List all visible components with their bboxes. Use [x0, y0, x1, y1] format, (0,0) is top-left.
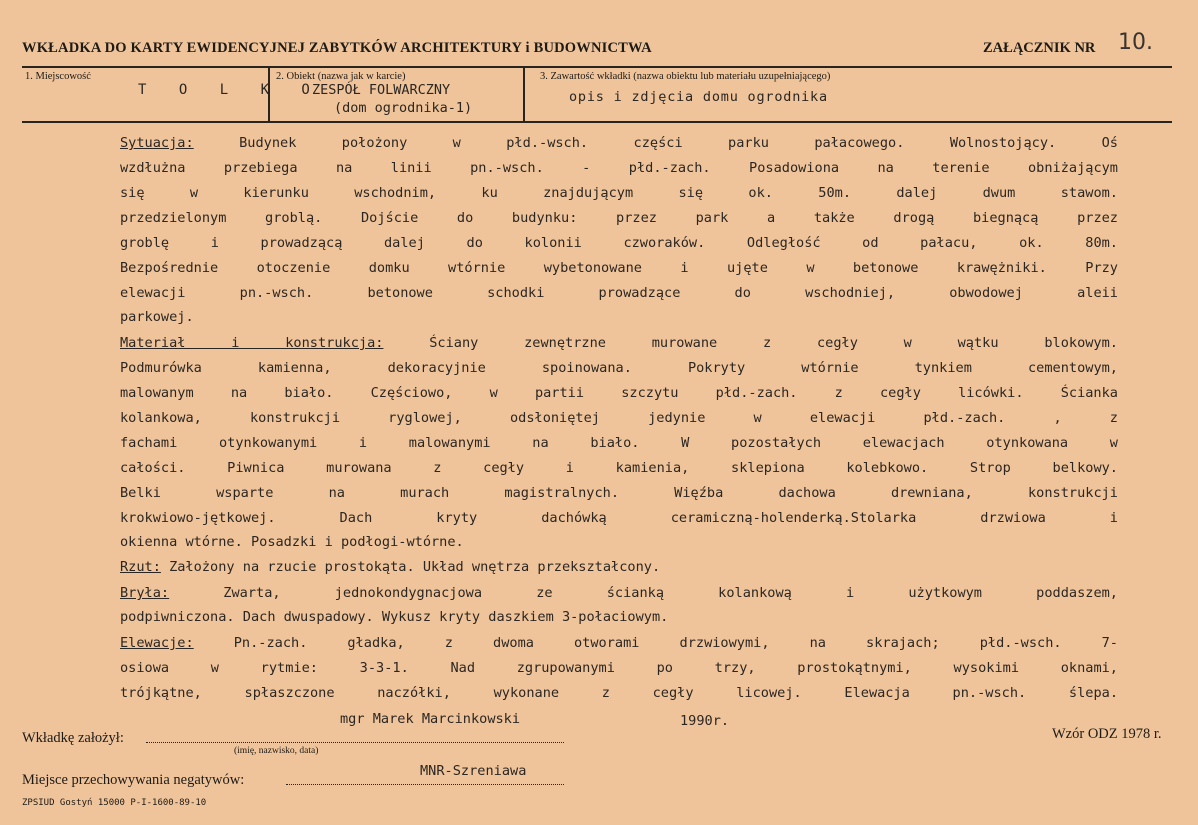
object-value-line-2: (dom ogrodnika-1): [334, 100, 473, 116]
storage-value: MNR-Szreniawa: [420, 763, 527, 779]
body-text: Zwarta, jednokondygnacjowa ze ścianką kolankową i użytkowym poddaszem,: [169, 585, 1118, 601]
author-value: mgr Marek Marcinkowski: [340, 711, 521, 727]
attachment-label: ZAŁĄCZNIK NR: [983, 40, 1096, 56]
body-line: [120, 334, 1118, 352]
object-label: 2. Obiekt (nazwa jak w karcie): [276, 71, 406, 82]
body-line: [120, 584, 1118, 602]
attachment-number: 10.: [1118, 30, 1153, 55]
body-line: Bezpośrednie otoczenie domku wtórnie wybetonowane i ujęte w betonowe krawężniki. Przy: [120, 260, 1118, 276]
body-line: Belki wsparte na murach magistralnych. Więźba dachowa drewniana, konstrukcji: [120, 485, 1118, 501]
body-line: wzdłużna przebiega na linii pn.-wsch. - płd.-zach. Posadowiona na terenie obniżającym: [120, 160, 1118, 176]
template-label: Wzór ODZ 1978 r.: [1052, 726, 1162, 742]
body-text: Budynek położony w płd.-wsch. części parku pałacowego. Wolnostojący. Oś: [193, 135, 1118, 151]
body-line: elewacji pn.-wsch. betonowe schodki prowadzące do wschodniej, obwodowej aleii: [120, 285, 1118, 301]
section-heading-situation: Sytuacja:: [120, 135, 194, 151]
body-line: przedzielonym groblą. Dojście do budynku: przez park a także drogą biegnącą przez: [120, 210, 1118, 226]
body-line: fachami otynkowanymi i malowanymi na biało. W pozostałych elewacjach otynkowana w: [120, 435, 1118, 451]
body-text: Ściany zewnętrzne murowane z cegły w wątku blokowym.: [383, 335, 1118, 351]
body-line: [120, 134, 1118, 152]
body-line: [120, 634, 1118, 652]
section-heading-elevations: Elewacje:: [120, 635, 194, 651]
body-line: parkowej.: [120, 309, 194, 325]
body-line: podpiwniczona. Dach dwuspadowy. Wykusz kryty daszkiem 3-połaciowym.: [120, 609, 669, 625]
storage-label: Miejsce przechowywania negatywów:: [22, 772, 245, 788]
body-line: całości. Piwnica murowana z cegły i kamienia, sklepiona kolebkowo. Strop belkowy.: [120, 460, 1118, 476]
author-label: Wkładkę założył:: [22, 730, 124, 746]
section-heading-mass: Bryła:: [120, 585, 170, 601]
author-year: 1990r.: [680, 713, 730, 729]
section-heading-material: Materiał i konstrukcja:: [120, 335, 384, 351]
author-dotted-line: [146, 742, 564, 743]
header-box-top-rule: [22, 66, 1172, 68]
object-value-line-1: ZESPÓŁ FOLWARCZNY: [312, 82, 451, 98]
body-line: krokwiowo-jętkowej. Dach kryty dachówką ceramiczną-holenderką.Stolarka drzwiowa i: [120, 510, 1118, 526]
storage-dotted-line: [286, 784, 564, 785]
body-line: Podmurówka kamienna, dekoracyjnie spoinowana. Pokryty wtórnie tynkiem cementowym,: [120, 360, 1118, 376]
header-box-divider-2: [523, 66, 525, 123]
body-line: trójkątne, spłaszczone naczółki, wykonane z cegły licowej. Elewacja pn.-wsch. ślepa.: [120, 685, 1118, 701]
locality-label: 1. Miejscowość: [25, 71, 91, 82]
body-line: kolankowa, konstrukcji ryglowej, odsłoniętej jedynie w elewacji płd.-zach. , z: [120, 410, 1118, 426]
body-line: [120, 558, 1118, 576]
body-line: okienna wtórne. Posadzki i podłogi-wtórne.: [120, 534, 464, 550]
print-code: ZPSIUD Gostyń 15000 P-I-1600-89-10: [22, 798, 207, 808]
body-text: Pn.-zach. gładka, z dwoma otworami drzwiowymi, na skrajach; płd.-wsch. 7-: [193, 635, 1118, 651]
body-line: osiowa w rytmie: 3-3-1. Nad zgrupowanymi po trzy, prostokątnymi, wysokimi oknami,: [120, 660, 1118, 676]
body-line: malowanym na biało. Częściowo, w partii szczytu płd.-zach. z cegły licówki. Ścianka: [120, 385, 1118, 401]
content-value: opis i zdjęcia domu ogrodnika: [569, 89, 828, 105]
body-line: groblę i prowadzącą dalej do kolonii czworaków. Odległość od pałacu, ok. 80m.: [120, 235, 1118, 251]
form-title: WKŁADKA DO KARTY EWIDENCYJNEJ ZABYTKÓW ARCHITEKTURY i BUDOWNICTWA: [22, 40, 652, 56]
content-label: 3. Zawartość wkładki (nazwa obiektu lub materiału uzupełniającego): [540, 71, 831, 82]
body-text: Założony na rzucie prostokąta. Układ wnętrza przekształcony.: [160, 559, 661, 575]
author-hint: (imię, nazwisko, data): [234, 746, 319, 756]
section-heading-plan: Rzut:: [120, 559, 161, 575]
header-box-bottom-rule: [22, 121, 1172, 123]
body-line: się w kierunku wschodnim, ku znajdującym się ok. 50m. dalej dwum stawom.: [120, 185, 1118, 201]
locality-value: T O L K O: [138, 82, 322, 98]
